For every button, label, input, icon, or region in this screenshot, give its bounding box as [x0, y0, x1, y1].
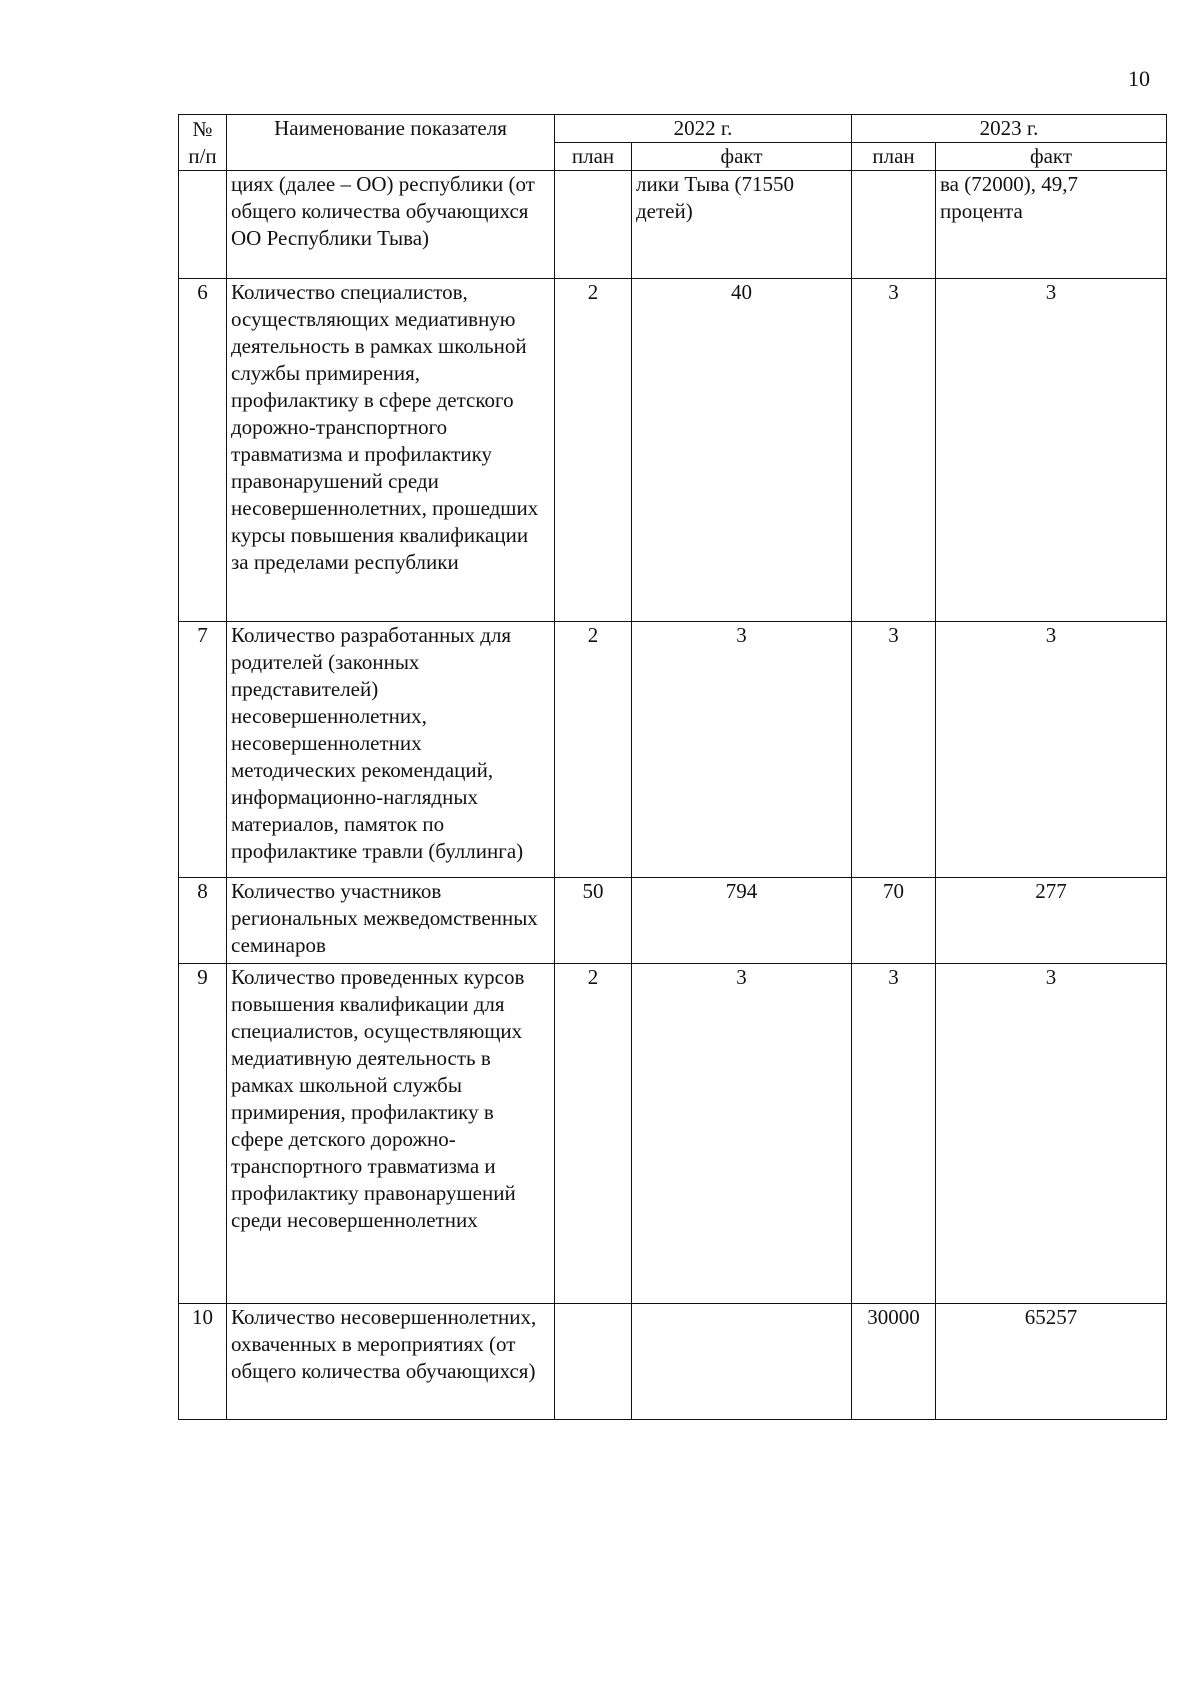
row-fact-2022: 3: [632, 622, 852, 878]
row-plan-2023: 30000: [852, 1304, 936, 1420]
table-row: [179, 878, 1167, 964]
row-fact-2022: лики Тыва (71550 детей): [632, 171, 852, 279]
row-num: 9: [179, 964, 227, 1304]
row-name: Количество участников региональных межведомственных семинаров: [227, 878, 555, 964]
header-num-line2: п/п: [188, 143, 217, 168]
header-year-2022: 2022 г.: [555, 115, 852, 143]
table-header-row: [179, 115, 1167, 143]
row-plan-2022: 2: [555, 964, 632, 1304]
row-fact-2023: ва (72000), 49,7 процента: [936, 171, 1167, 279]
row-num: 10: [179, 1304, 227, 1420]
row-fact-2023: 277: [936, 878, 1167, 964]
row-plan-2022: [555, 1304, 632, 1420]
row-fact-2022: 40: [632, 279, 852, 622]
header-plan-2022: план: [555, 143, 632, 171]
table-row: [179, 171, 1167, 279]
indicators-table: [178, 114, 1167, 1420]
row-plan-2022: 50: [555, 878, 632, 964]
row-plan-2023: 3: [852, 964, 936, 1304]
row-name: Количество проведенных курсов повышения квалификации для специалистов, осуществляющих медиативную деятельность в рамках школьной службы примирения, профилактику в сфере детского дорожно-транспортного травматизма и профилактику правонарушений среди несовершеннолетних: [227, 964, 555, 1304]
row-plan-2022: [555, 171, 632, 279]
header-plan-2023: план: [852, 143, 936, 171]
header-num-line1: №: [192, 116, 213, 141]
row-num: 7: [179, 622, 227, 878]
row-plan-2023: 70: [852, 878, 936, 964]
row-plan-2023: 3: [852, 279, 936, 622]
row-plan-2022: 2: [555, 622, 632, 878]
header-fact-2022: факт: [632, 143, 852, 171]
header-fact-2023: факт: [936, 143, 1167, 171]
row-name: Количество специалистов, осуществляющих медиативную деятельность в рамках школьной службы примирения, профилактику в сфере детского дорожно-транспортного травматизма и профилактику правонарушений среди несовершеннолетних, прошедших курсы повышения квалификации за пределами республики: [227, 279, 555, 622]
table-row: [179, 279, 1167, 622]
row-num: 6: [179, 279, 227, 622]
row-name: циях (далее – ОО) республики (от общего количества обучающихся ОО Республики Тыва): [227, 171, 555, 279]
header-year-2023: 2023 г.: [852, 115, 1167, 143]
row-fact-2023: 3: [936, 279, 1167, 622]
row-fact-2022: 3: [632, 964, 852, 1304]
row-fact-2022: [632, 1304, 852, 1420]
row-num: 8: [179, 878, 227, 964]
row-plan-2022: 2: [555, 279, 632, 622]
row-fact-2023: 65257: [936, 1304, 1167, 1420]
row-fact-2022: 794: [632, 878, 852, 964]
page-number: 10: [1128, 66, 1150, 91]
table-row: [179, 964, 1167, 1304]
row-fact-2023: 3: [936, 622, 1167, 878]
header-num: [179, 115, 227, 171]
row-fact-2023: 3: [936, 964, 1167, 1304]
row-plan-2023: 3: [852, 622, 936, 878]
table-row: [179, 1304, 1167, 1420]
row-name: Количество несовершеннолетних, охваченных в мероприятиях (от общего количества обучающихся): [227, 1304, 555, 1420]
table-row: [179, 622, 1167, 878]
row-name: Количество разработанных для родителей (законных представителей) несовершеннолетних, несовершеннолетних методических рекомендаций, информационно-наглядных материалов, памяток по профилактике травли (буллинга): [227, 622, 555, 878]
header-name: Наименование показателя: [227, 115, 555, 171]
row-num: [179, 171, 227, 279]
row-plan-2023: [852, 171, 936, 279]
